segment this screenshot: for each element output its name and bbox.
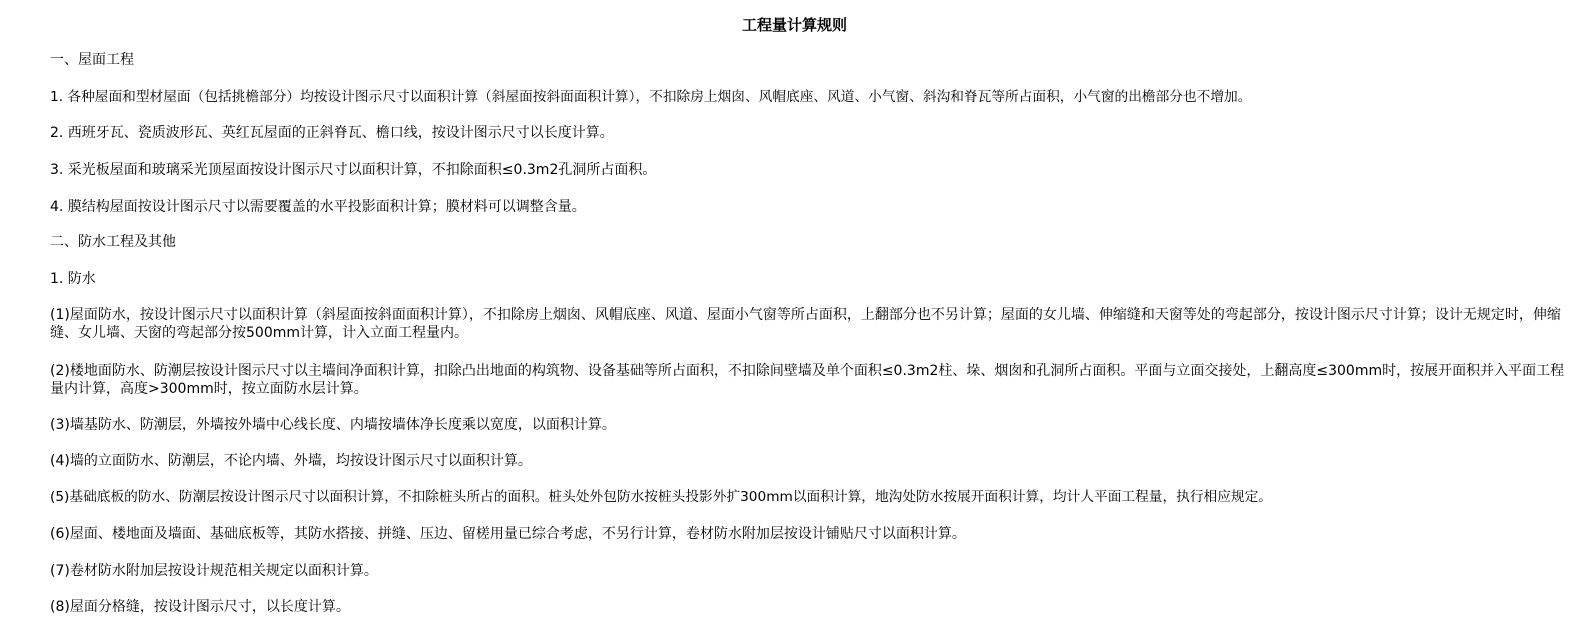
waterproof-rule-8: (8)屋面分格缝，按设计图示尺寸，以长度计算。 [50,599,350,615]
waterproof-rule-4: (4)墙的立面防水、防潮层，不论内墙、外墙，均按设计图示尺寸以面积计算。 [50,453,532,469]
roof-rule-4: 4. 膜结构屋面按设计图示尺寸以需要覆盖的水平投影面积计算；膜材料可以调整含量。 [50,199,586,215]
roof-rule-1: 1. 各种屋面和型材屋面（包括挑檐部分）均按设计图示尺寸以面积计算（斜屋面按斜面面积计算），不扣除房上烟囱、风帽底座、风道、小气窗、斜沟和脊瓦等所占面积，小气窗的出檐部分也不增加。 [50,89,1252,105]
waterproof-rule-5: (5)基础底板的防水、防潮层按设计图示尺寸以面积计算，不扣除桩头所占的面积。桩头处外包防水按桩头投影外扩300mm以面积计算，地沟处防水按展开面积计算，均计人平面工程量，执行相应规定。 [50,489,1272,505]
roof-rule-2: 2. 西班牙瓦、瓷质波形瓦、英红瓦屋面的正斜脊瓦、檐口线，按设计图示尺寸以长度计算。 [50,125,614,141]
roof-rule-3: 3. 采光板屋面和玻璃采光顶屋面按设计图示尺寸以面积计算，不扣除面积≤0.3m2孔洞所占面积。 [50,162,657,178]
subheading-waterproofing: 1. 防水 [50,271,96,287]
waterproof-rule-1: (1)屋面防水，按设计图示尺寸以面积计算（斜屋面按斜面面积计算），不扣除房上烟囱、风帽底座、风道、屋面小气窗等所占面积，上翻部分也不另计算；屋面的女儿墙、伸缩缝和天窗等处的弯起部分，按设计图示尺寸计算；设计无规定时，伸缩缝、女儿墙、天窗的弯起部分按500mm计算，计入立面工程量内。 [50,307,1561,341]
waterproof-rule-2: (2)楼地面防水、防潮层按设计图示尺寸以主墙间净面积计算，扣除凸出地面的构筑物、设备基础等所占面积，不扣除间壁墙及单个面积≤0.3m2柱、垛、烟囱和孔洞所占面积。平面与立面交接处，上翻高度≤300mm时，按展开面积并入平面工程量内计算，高度>300mm时，按立面防水层计算。 [50,363,1565,397]
section-heading-roof: 一、屋面工程 [50,52,134,68]
page-title: 工程量计算规则 [741,16,847,34]
waterproof-rule-7: (7)卷材防水附加层按设计规范相关规定以面积计算。 [50,563,378,579]
section-heading-waterproof: 二、防水工程及其他 [50,234,176,250]
waterproof-rule-3: (3)墙基防水、防潮层，外墙按外墙中心线长度、内墙按墙体净长度乘以宽度，以面积计算。 [50,417,616,433]
waterproof-rule-6: (6)屋面、楼地面及墙面、基础底板等，其防水搭接、拼缝、压边、留槎用量已综合考虑，不另行计算，卷材防水附加层按设计铺贴尺寸以面积计算。 [50,526,966,542]
